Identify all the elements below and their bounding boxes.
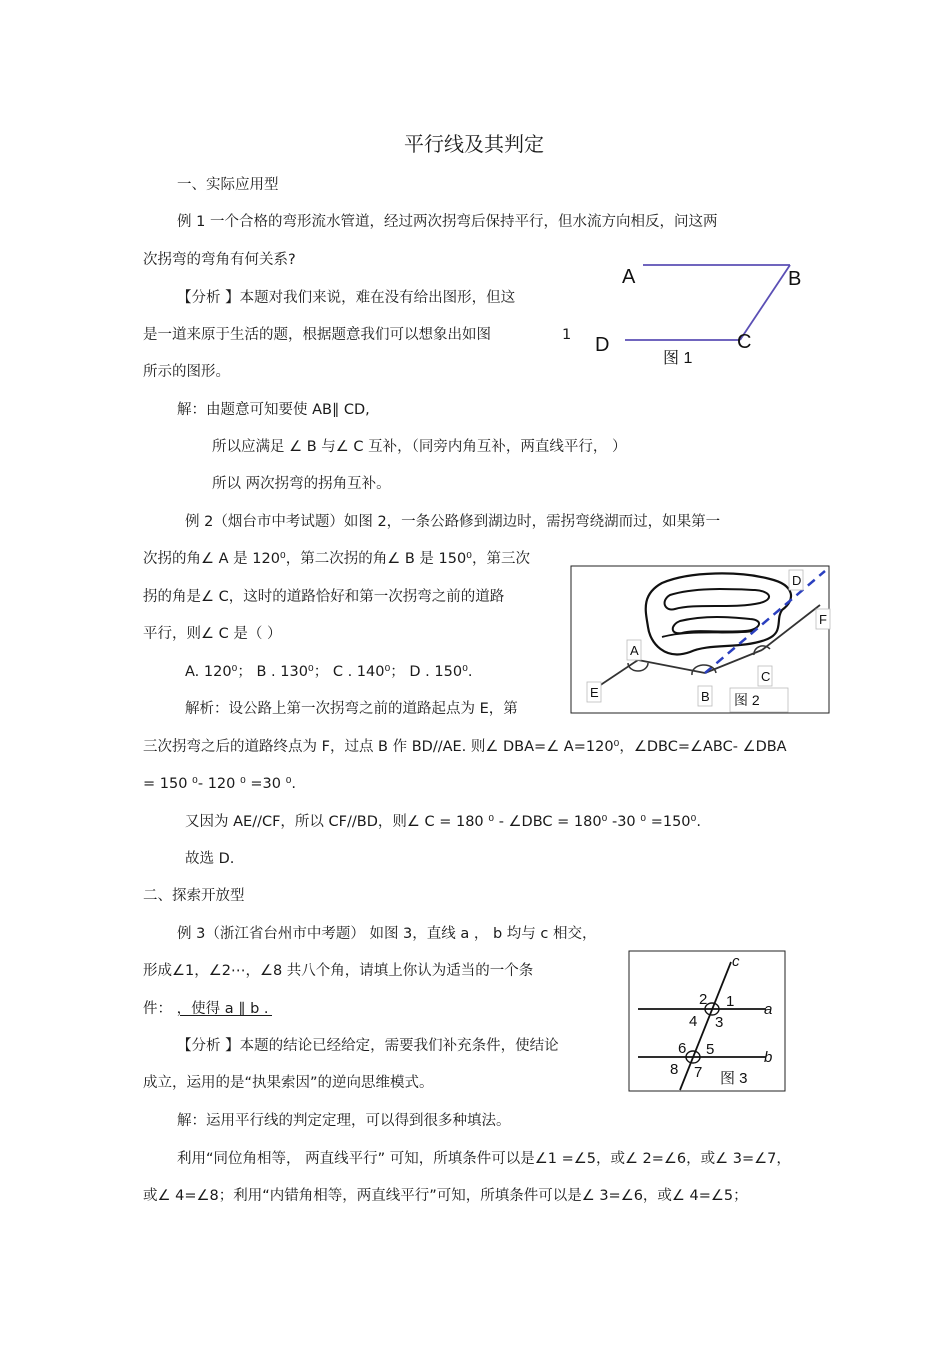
fig3-angle-3: 3	[715, 1014, 724, 1031]
figure-1	[595, 255, 810, 370]
text-line: 拐的角是∠ C，这时的道路恰好和第一次拐弯之前的道路	[143, 589, 505, 605]
text-line: 或∠ 4=∠8；利用“内错角相等，两直线平行”可知，所填条件可以是∠ 3=∠6，或∠ 4=∠5；	[143, 1188, 748, 1204]
text-line: 所以 两次拐弯的拐角互补。	[212, 476, 391, 492]
text-line: 件： ，使得 a ∥ b .	[143, 1001, 269, 1017]
text-line: 三次拐弯之后的道路终点为 F，过点 B 作 BD//AE. 则∠ DBA=∠ A=120⁰，∠DBC=∠ABC- ∠DBA	[143, 739, 787, 755]
text-line: 形成∠1，∠2⋯，∠8 共八个角，请填上你认为适当的一个条	[143, 963, 534, 979]
fig1-label-c: C	[737, 331, 752, 353]
fig1-caption: 图 1	[663, 350, 693, 367]
text-line: 所以应满足 ∠ B 与∠ C 互补，（同旁内角互补，两直线平行， ）	[212, 439, 627, 455]
blank-underline	[180, 1015, 272, 1016]
fig3-angle-8: 8	[670, 1061, 679, 1078]
text-line: 例 2（烟台市中考试题）如图 2，一条公路修到湖边时，需拐弯绕湖而过，如果第一	[185, 514, 721, 530]
answer-options: A. 120⁰； B . 130⁰； C . 140⁰； D . 150⁰.	[185, 664, 473, 680]
fig2-label-f: F	[819, 612, 827, 627]
figure-3	[628, 950, 788, 1095]
fig3-angle-2: 2	[699, 991, 708, 1008]
text-line: 次拐弯的弯角有何关系?	[143, 252, 296, 268]
fig3-label-b: b	[764, 1049, 773, 1066]
section-heading-2: 二、探索开放型	[143, 888, 245, 904]
text-line: 解析：设公路上第一次拐弯之前的道路起点为 E，第	[185, 701, 518, 717]
page-title: 平行线及其判定	[404, 132, 544, 156]
fig3-angle-6: 6	[678, 1040, 687, 1057]
figure-2	[570, 565, 835, 715]
fig2-label-c: C	[761, 669, 771, 684]
fig2-label-d: D	[792, 573, 802, 588]
text-line: 1	[562, 327, 572, 343]
fig1-label-d: D	[595, 334, 610, 356]
text-line: 所示的图形。	[143, 364, 230, 380]
text-line: 【分析 】本题的结论已经给定，需要我们补充条件，使结论	[177, 1038, 559, 1054]
text-line: 【分析 】本题对我们来说，难在没有给出图形，但这	[177, 290, 516, 306]
text-line: = 150 ⁰- 120 ⁰ =30 ⁰.	[143, 776, 297, 792]
fig2-caption: 图 2	[734, 692, 760, 708]
fig3-angle-1: 1	[726, 993, 735, 1010]
text-line: 故选 D.	[185, 851, 235, 867]
fig3-caption: 图 3	[720, 1070, 748, 1087]
text-line: 成立，运用的是“执果索因”的逆向思维模式。	[143, 1075, 434, 1091]
text-line: 平行，则∠ C 是（ ）	[143, 626, 282, 642]
text-line: 利用“同位角相等， 两直线平行” 可知，所填条件可以是∠1 =∠5，或∠ 2=∠6，或∠ 3=∠7，	[177, 1151, 791, 1167]
fig2-label-a: A	[630, 643, 639, 658]
fig1-label-b: B	[788, 268, 802, 290]
text-line: 解：由题意可知要使 AB∥ CD,	[177, 402, 370, 418]
text-line: 解：运用平行线的判定定理，可以得到很多种填法。	[177, 1113, 511, 1129]
text-line: 例 3（浙江省台州市中考题） 如图 3，直线 a ， b 均与 c 相交，	[177, 926, 597, 942]
fig3-angle-7: 7	[694, 1064, 703, 1081]
text-line: 例 1 一个合格的弯形流水管道，经过两次拐弯后保持平行，但水流方向相反，问这两	[177, 214, 718, 230]
fig3-angle-4: 4	[689, 1013, 698, 1030]
section-heading-1: 一、实际应用型	[177, 177, 279, 193]
fig3-angle-5: 5	[706, 1041, 715, 1058]
fig3-label-c: c	[732, 953, 740, 970]
fig2-label-b: B	[701, 689, 710, 704]
text-line: 又因为 AE//CF，所以 CF//BD，则∠ C = 180 ⁰ - ∠DBC = 180⁰ -30 ⁰ =150⁰.	[185, 814, 701, 830]
fig2-label-e: E	[590, 685, 599, 700]
fig3-label-a: a	[764, 1001, 773, 1018]
text-line: 次拐的角∠ A 是 120⁰，第二次拐的角∠ B 是 150⁰，第三次	[143, 551, 530, 567]
fig1-label-a: A	[622, 266, 636, 288]
text-line: 是一道来原于生活的题，根据题意我们可以想象出如图	[143, 327, 491, 343]
